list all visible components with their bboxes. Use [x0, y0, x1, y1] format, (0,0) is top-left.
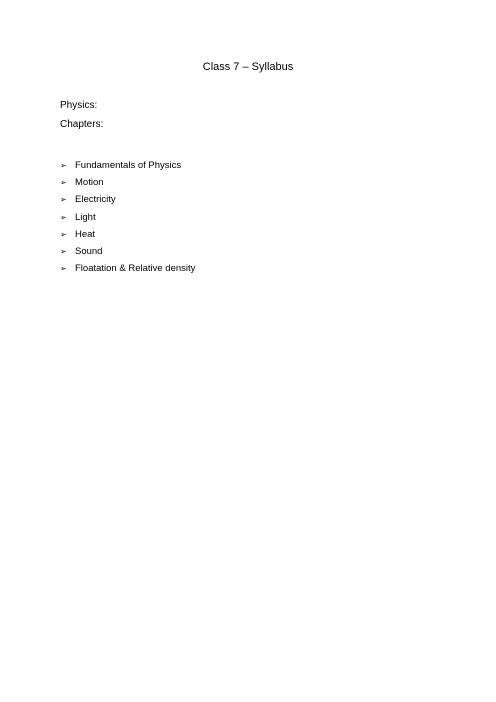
arrow-bullet-icon: ➢: [60, 195, 67, 205]
list-item: [60, 243, 195, 260]
chapter-list: [60, 157, 195, 278]
chapter-title: Electricity: [75, 194, 116, 206]
chapter-title: Fundamentals of Physics: [75, 159, 182, 171]
list-item: [60, 226, 195, 243]
chapters-label: Chapters:: [60, 119, 104, 130]
chapter-title: Floatation & Relative density: [75, 263, 196, 275]
subject-label: Physics:: [60, 100, 98, 111]
list-item: [60, 157, 195, 174]
chapter-title: Sound: [75, 246, 103, 258]
arrow-bullet-icon: ➢: [60, 160, 67, 170]
chapter-title: Motion: [75, 176, 104, 188]
list-item: [60, 192, 195, 209]
list-item: [60, 209, 195, 226]
chapter-title: Light: [75, 211, 96, 223]
list-item: [60, 174, 195, 191]
arrow-bullet-icon: ➢: [60, 229, 67, 239]
arrow-bullet-icon: ➢: [60, 247, 67, 257]
page-title: Class 7 – Syllabus: [202, 61, 294, 73]
arrow-bullet-icon: ➢: [60, 212, 67, 222]
arrow-bullet-icon: ➢: [60, 264, 67, 274]
arrow-bullet-icon: ➢: [60, 177, 67, 187]
list-item: [60, 261, 195, 278]
chapter-title: Heat: [75, 228, 96, 240]
